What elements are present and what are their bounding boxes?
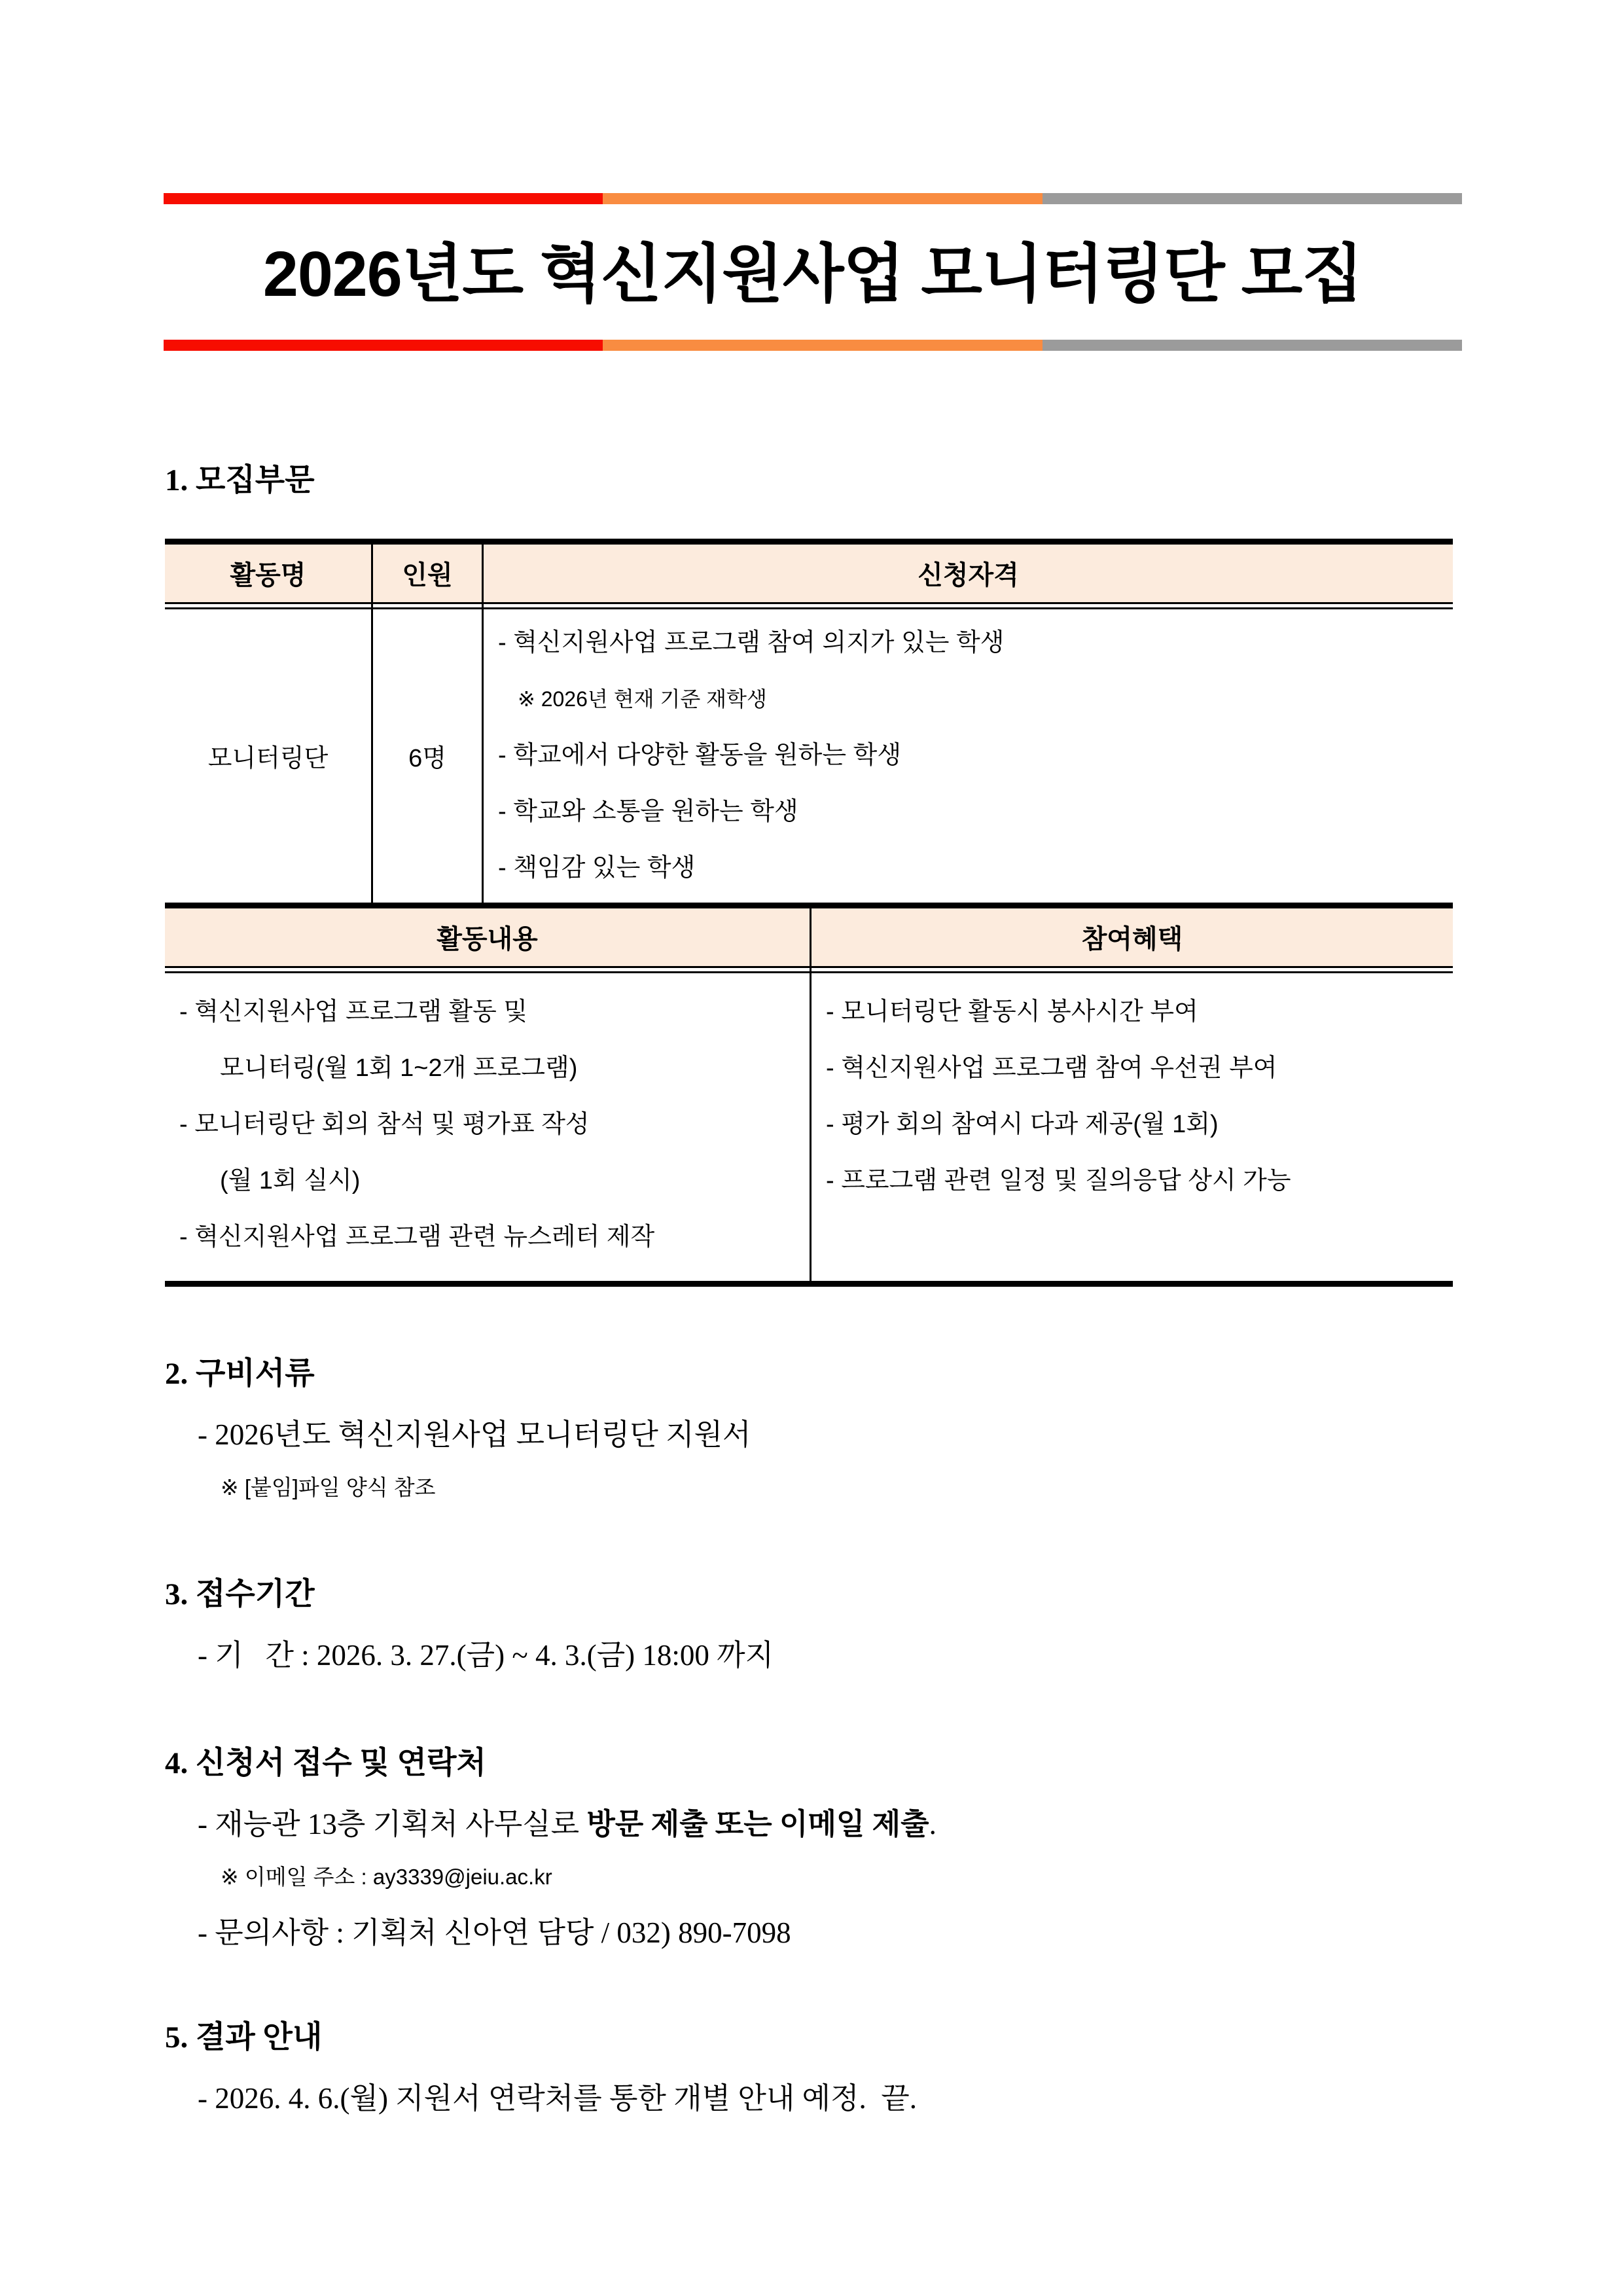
- qualification-item: - 학교와 소통을 원하는 학생: [498, 797, 798, 825]
- col-header-activity-details: 활동내용: [165, 908, 812, 966]
- qualification-note: ※ 2026년 현재 기준 재학생: [518, 687, 767, 711]
- table-rule-top: [165, 539, 1453, 545]
- submission-period: .: [929, 1808, 936, 1841]
- activity-item: - 혁신지원사업 프로그램 활동 및: [179, 997, 528, 1026]
- section3-heading: 3. 접수기간: [165, 1577, 315, 1611]
- bar-segment-orange: [603, 340, 1043, 351]
- section-result-announcement: [165, 2019, 1453, 2116]
- section4-item-contact: - 문의사항 : 기획처 신아연 담당 / 032) 890-7098: [198, 1916, 791, 1949]
- col-header-headcount: 인원: [373, 545, 484, 602]
- decorative-bar-bottom: [164, 340, 1462, 351]
- benefit-item: - 혁신지원사업 프로그램 참여 우선권 부여: [826, 1054, 1277, 1082]
- table-header-row-1: [165, 545, 1453, 602]
- submission-text: - 재능관 13층 기획처 사무실로: [198, 1808, 587, 1841]
- benefit-item: - 평가 회의 참여시 다과 제공(월 1회): [826, 1110, 1219, 1138]
- cell-activity-name: 모니터링단: [165, 609, 373, 903]
- benefit-item: - 모니터링단 활동시 봉사시간 부여: [826, 997, 1198, 1026]
- qualification-item: - 책임감 있는 학생: [498, 853, 696, 882]
- table-double-rule: [165, 966, 1453, 973]
- document-title: 2026년도 혁신지원사업 모니터링단 모집: [262, 238, 1363, 310]
- activity-item: - 모니터링단 회의 참석 및 평가표 작성: [179, 1110, 590, 1138]
- section4-item-submission: [198, 1806, 1453, 1842]
- section-application-period: [165, 1576, 1453, 1673]
- cell-headcount: 6명: [373, 609, 484, 903]
- section-recruitment: [165, 462, 1453, 1286]
- document-body: [165, 462, 1453, 2116]
- cell-qualifications: [484, 609, 1453, 903]
- table-data-row: [165, 609, 1453, 903]
- bar-segment-gray: [1043, 193, 1462, 204]
- section2-note: ※ [붙임]파일 양식 참조: [221, 1475, 436, 1500]
- recruitment-table: [165, 539, 1453, 1287]
- cell-benefits: [812, 973, 1453, 1281]
- section1-heading: 1. 모집부문: [165, 463, 315, 498]
- activity-item-continued: (월 1회 실시): [220, 1166, 361, 1194]
- activity-item-continued: 모니터링(월 1회 1~2개 프로그램): [220, 1054, 578, 1082]
- section4-heading: 4. 신청서 접수 및 연락처: [165, 1746, 486, 1781]
- table-content-row: [165, 973, 1453, 1281]
- bar-segment-red: [164, 193, 603, 204]
- table-header-row-2: [165, 908, 1453, 966]
- section2-item: - 2026년도 혁신지원사업 모니터링단 지원서: [198, 1418, 751, 1452]
- col-header-activity-name: 활동명: [165, 545, 373, 602]
- section-submission-contact: [165, 1745, 1453, 1950]
- table-double-rule: [165, 602, 1453, 609]
- activity-item: - 혁신지원사업 프로그램 관련 뉴스레터 제작: [179, 1223, 655, 1251]
- benefit-item: - 프로그램 관련 일정 및 질의응답 상시 가능: [826, 1166, 1291, 1194]
- col-header-benefits: 참여혜택: [812, 908, 1453, 966]
- section2-heading: 2. 구비서류: [165, 1356, 315, 1391]
- table-rule-middle: [165, 903, 1453, 908]
- section-required-documents: [165, 1355, 1453, 1501]
- qualification-item: - 학교에서 다양한 활동을 원하는 학생: [498, 741, 902, 769]
- section4-email-note: ※ 이메일 주소 : ay3339@jeiu.ac.kr: [221, 1865, 552, 1890]
- bar-segment-red: [164, 340, 603, 351]
- col-header-qualifications: 신청자격: [484, 545, 1453, 602]
- section5-item: - 2026. 4. 6.(월) 지원서 연락처를 통한 개별 안내 예정. 끝.: [198, 2082, 917, 2115]
- cell-activity-details: [165, 973, 812, 1281]
- decorative-bar-top: [164, 193, 1462, 204]
- qualification-item: - 혁신지원사업 프로그램 참여 의지가 있는 학생: [498, 628, 1005, 656]
- table-rule-bottom: [165, 1281, 1453, 1287]
- section3-item: - 기 간 : 2026. 3. 27.(금) ~ 4. 3.(금) 18:00 까지: [198, 1639, 774, 1672]
- bar-segment-orange: [603, 193, 1043, 204]
- section5-heading: 5. 결과 안내: [165, 2020, 323, 2054]
- bar-segment-gray: [1043, 340, 1462, 351]
- submission-methods-bold: 방문 제출 또는 이메일 제출: [586, 1808, 929, 1841]
